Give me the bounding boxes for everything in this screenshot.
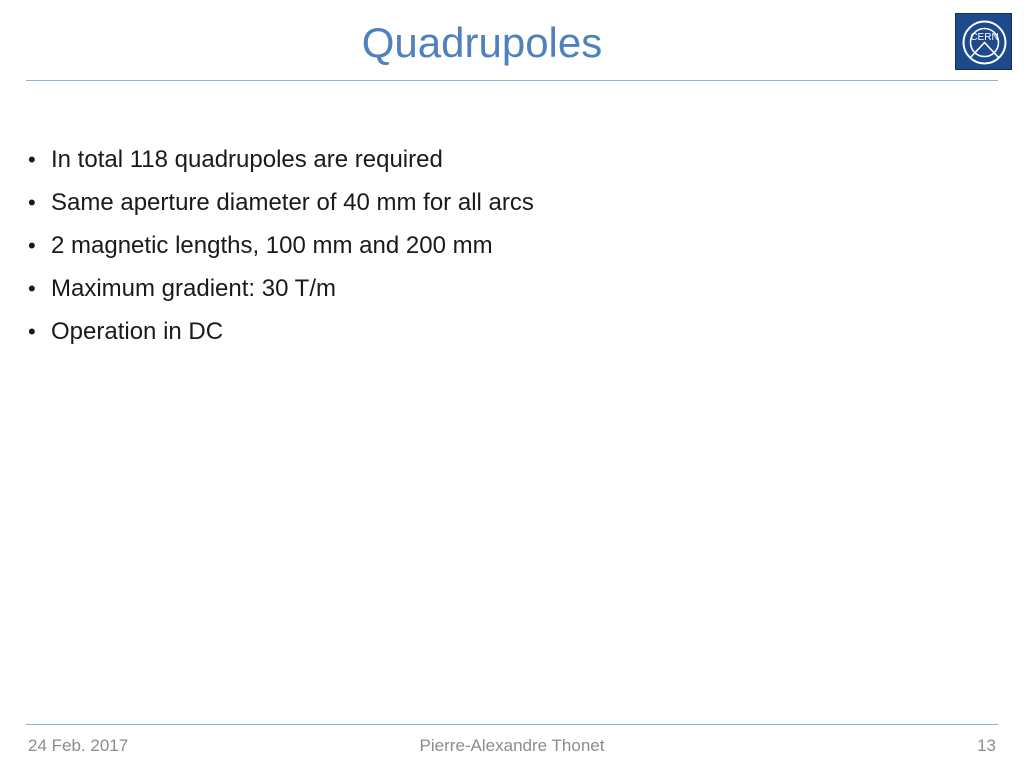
cern-logo-graphic <box>956 14 1013 71</box>
bullet-item <box>28 224 534 267</box>
bullet-text: Operation in DC <box>51 318 224 345</box>
bullet-dot-icon: • <box>28 276 36 301</box>
footer-date: 24 Feb. 2017 <box>28 736 129 755</box>
bullet-text: Same aperture diameter of 40 mm for all arcs <box>51 189 534 216</box>
footer-divider <box>26 724 998 725</box>
slide-title: Quadrupoles <box>361 19 603 66</box>
bullet-item <box>28 310 534 353</box>
bullet-dot-icon: • <box>28 190 36 215</box>
footer-author: Pierre-Alexandre Thonet <box>419 736 605 755</box>
bullet-text: In total 118 quadrupoles are required <box>51 146 443 173</box>
bullet-item <box>28 267 534 310</box>
bullet-list <box>28 138 534 353</box>
page-number: 13 <box>977 736 996 755</box>
bullet-text: 2 magnetic lengths, 100 mm and 200 mm <box>51 232 493 259</box>
title-divider <box>26 80 998 81</box>
bullet-dot-icon: • <box>28 147 36 172</box>
bullet-text: Maximum gradient: 30 T/m <box>51 275 336 302</box>
cern-logo-icon <box>955 13 1012 70</box>
bullet-dot-icon: • <box>28 319 36 344</box>
bullet-item <box>28 181 534 224</box>
bullet-dot-icon: • <box>28 233 36 258</box>
bullet-item <box>28 138 534 181</box>
cern-logo-text: CERN <box>970 32 999 43</box>
